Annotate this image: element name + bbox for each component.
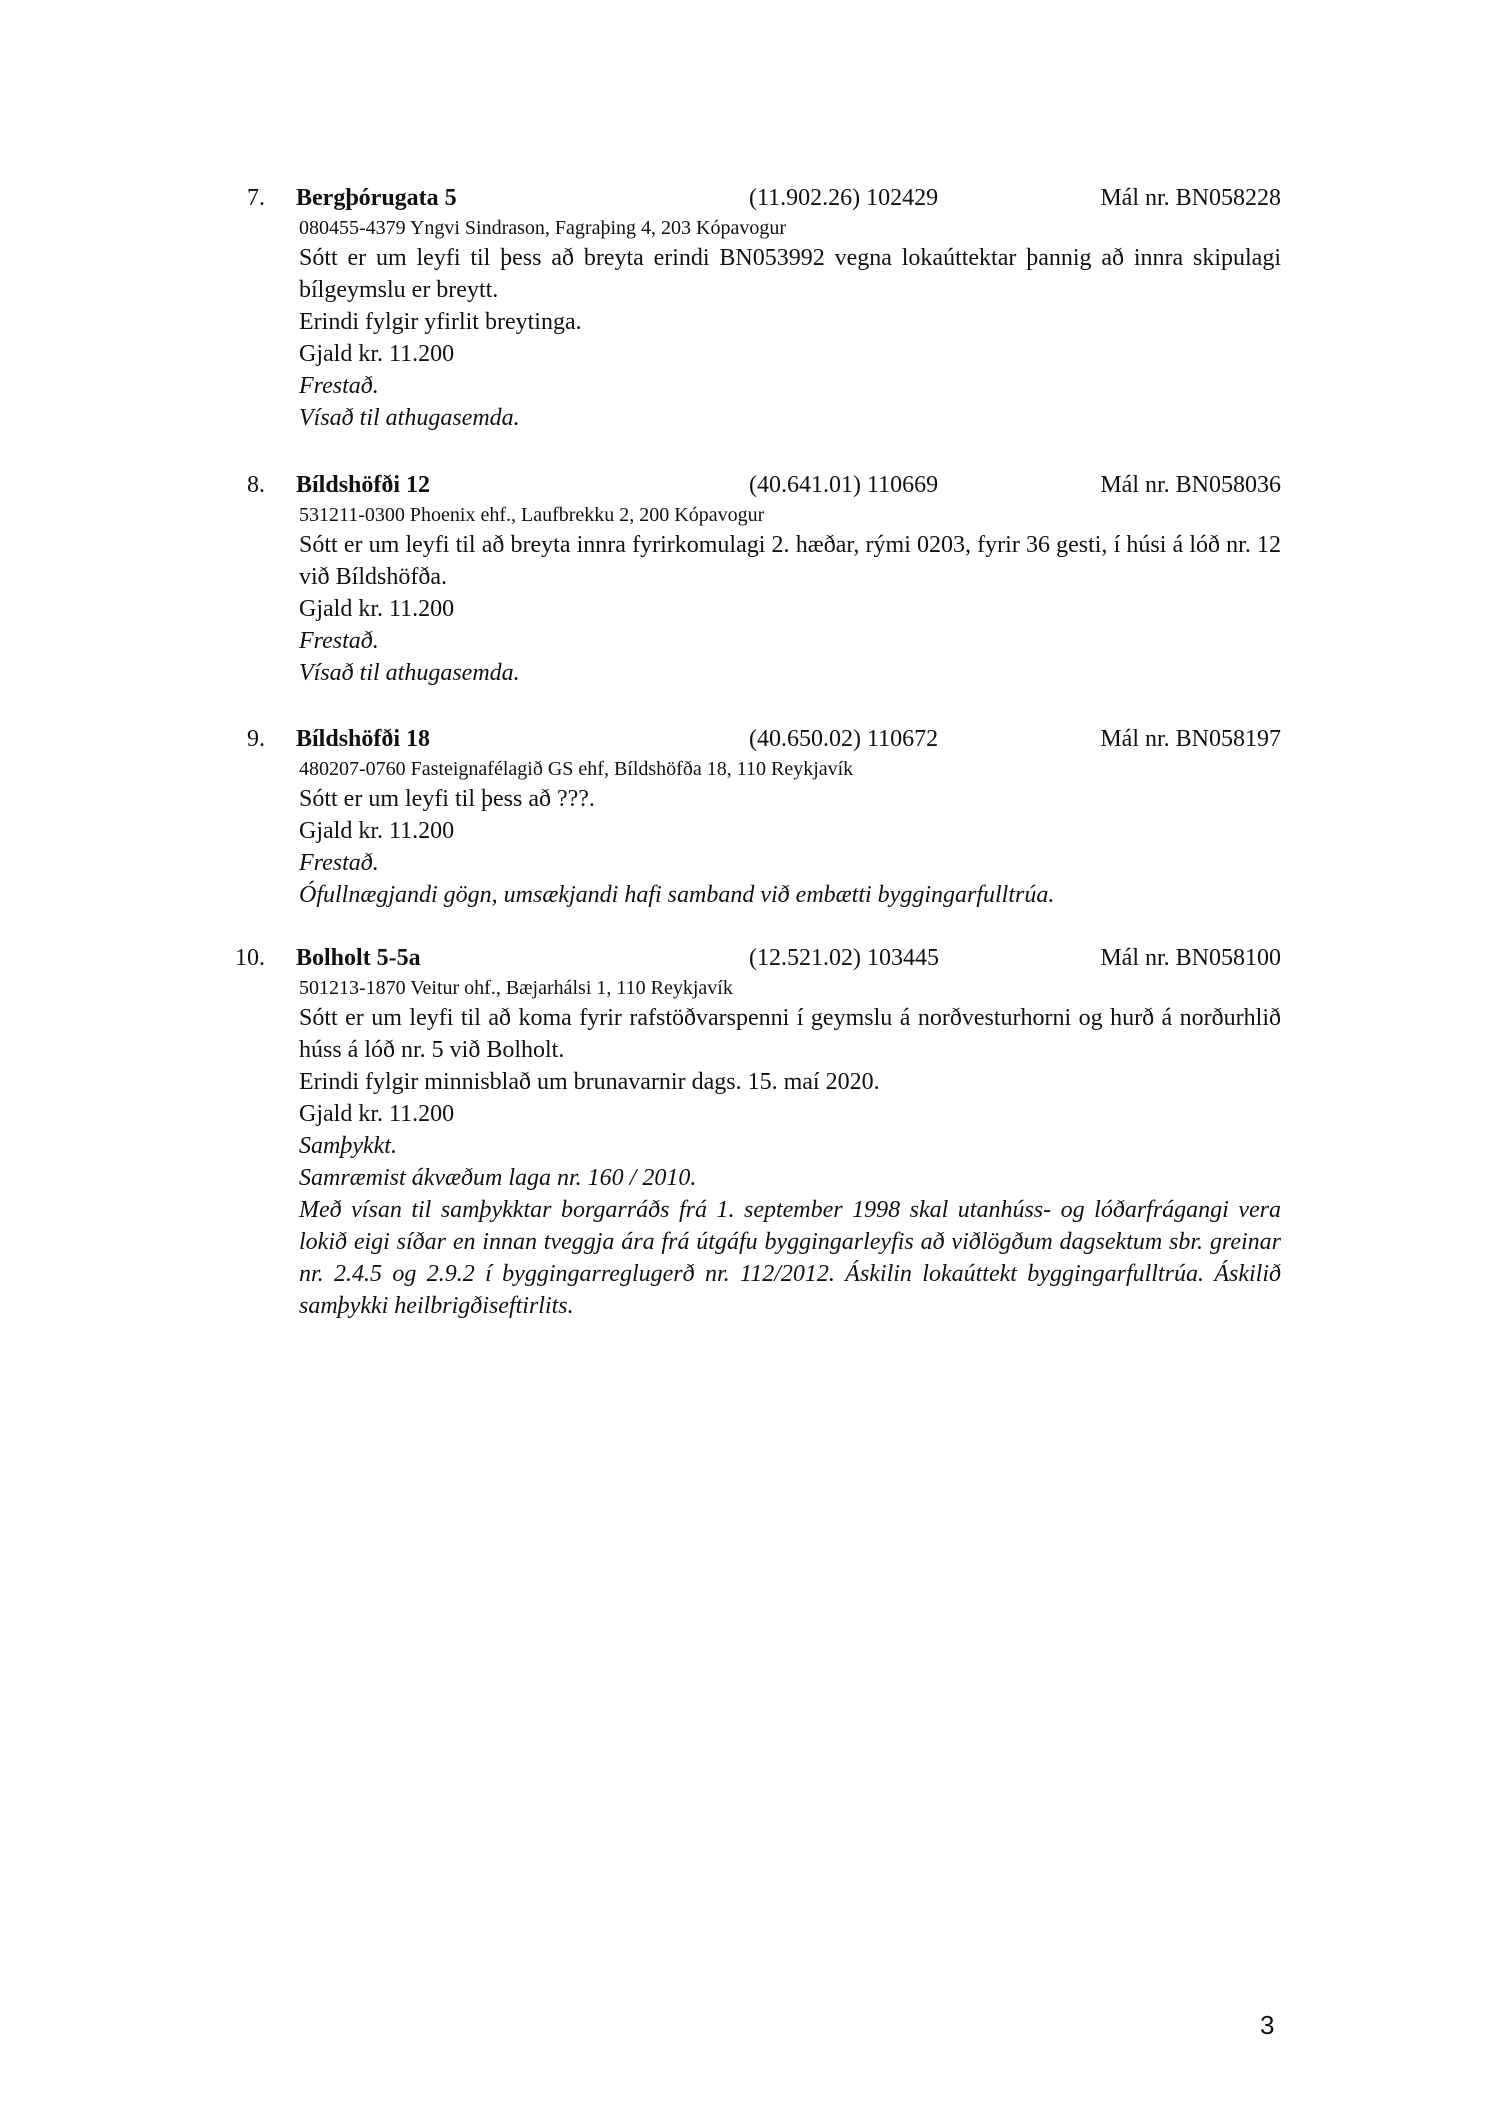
entry-note: Ófullnægjandi gögn, umsækjandi hafi samband við embætti byggingarfulltrúa. — [299, 882, 1055, 908]
entry-fee: Gjald kr. 11.200 — [299, 341, 455, 367]
entry-address: Bolholt 5-5a — [296, 945, 421, 971]
entry-fee: Gjald kr. 11.200 — [299, 1101, 455, 1127]
entry-description: Sótt er um leyfi til að koma fyrir rafstöðvarspenni í geymslu á norðvesturhorni og hurð á norðurhlið húss á lóð nr. 5 við Bolholt. — [299, 1005, 1281, 1063]
entry-fee: Gjald kr. 11.200 — [299, 596, 455, 622]
entry-case-number: Mál nr. BN058228 — [1100, 185, 1281, 211]
entry-decision: Samþykkt. — [299, 1133, 397, 1159]
entry-attachment: Erindi fylgir minnisblað um brunavarnir dags. 15. maí 2020. — [299, 1069, 880, 1095]
entry-decision: Frestað. — [299, 373, 379, 399]
entry-body — [299, 214, 1281, 434]
entry-description: Sótt er um leyfi til að breyta innra fyrirkomulagi 2. hæðar, rými 0203, fyrir 36 gesti, í húsi á lóð nr. 12 við Bíldshöfða. — [299, 532, 1281, 590]
entry-case-number: Mál nr. BN058036 — [1100, 472, 1281, 498]
entry-note: Vísað til athugasemda. — [299, 660, 520, 686]
entry-decision: Frestað. — [299, 628, 379, 654]
entry-address: Bergþórugata 5 — [296, 185, 457, 211]
entry-body — [299, 974, 1281, 1322]
entry-conditions: Með vísan til samþykktar borgarráðs frá 1. september 1998 skal utanhúss- og lóðarfrágangi vera lokið eigi síðar en innan tveggja ára frá útgáfu byggingarleyfis að viðlögðum dagsektum sbr. greinar nr. 2.4.5 og 2.9.2 í byggingarreglugerð nr. 112/2012. Áskilin lokaúttekt byggingarfulltrúa. Áskilið samþykki heilbrigðiseftirlits. — [299, 1197, 1281, 1319]
entry-number: 8. — [247, 472, 265, 498]
entry-property-code: (11.902.26) 102429 — [749, 185, 939, 211]
entry-body — [299, 501, 1281, 689]
page-number: 3 — [1260, 2010, 1275, 2040]
entry-applicant: 531211-0300 Phoenix ehf., Laufbrekku 2, 200 Kópavogur — [299, 504, 765, 526]
entry-note: Vísað til athugasemda. — [299, 405, 520, 431]
entry-applicant: 080455-4379 Yngvi Sindrason, Fagraþing 4, 203 Kópavogur — [299, 217, 786, 239]
entry-applicant: 501213-1870 Veitur ohf., Bæjarhálsi 1, 110 Reykjavík — [299, 977, 733, 999]
entry-decision: Frestað. — [299, 850, 379, 876]
entry-number: 7. — [247, 185, 265, 211]
entry-case-number: Mál nr. BN058197 — [1100, 726, 1281, 752]
entry-address: Bíldshöfði 18 — [296, 726, 431, 752]
entry-description: Sótt er um leyfi til þess að ???. — [299, 786, 595, 812]
entry-address: Bíldshöfði 12 — [296, 472, 431, 498]
entry-body — [299, 755, 1281, 911]
entry-number: 9. — [247, 726, 265, 752]
entry-property-code: (12.521.02) 103445 — [749, 945, 939, 971]
entry-description: Sótt er um leyfi til þess að breyta erindi BN053992 vegna lokaúttektar þannig að innra skipulagi bílgeymslu er breytt. — [299, 245, 1281, 303]
entry-property-code: (40.641.01) 110669 — [749, 472, 939, 498]
entry-case-number: Mál nr. BN058100 — [1100, 945, 1281, 971]
entry-fee: Gjald kr. 11.200 — [299, 818, 455, 844]
entry-applicant: 480207-0760 Fasteignafélagið GS ehf, Bíldshöfða 18, 110 Reykjavík — [299, 758, 854, 780]
entry-law-reference: Samræmist ákvæðum laga nr. 160 / 2010. — [299, 1165, 697, 1191]
entry-number: 10. — [235, 945, 265, 971]
entry-attachment: Erindi fylgir yfirlit breytinga. — [299, 309, 582, 335]
entry-property-code: (40.650.02) 110672 — [749, 726, 939, 752]
